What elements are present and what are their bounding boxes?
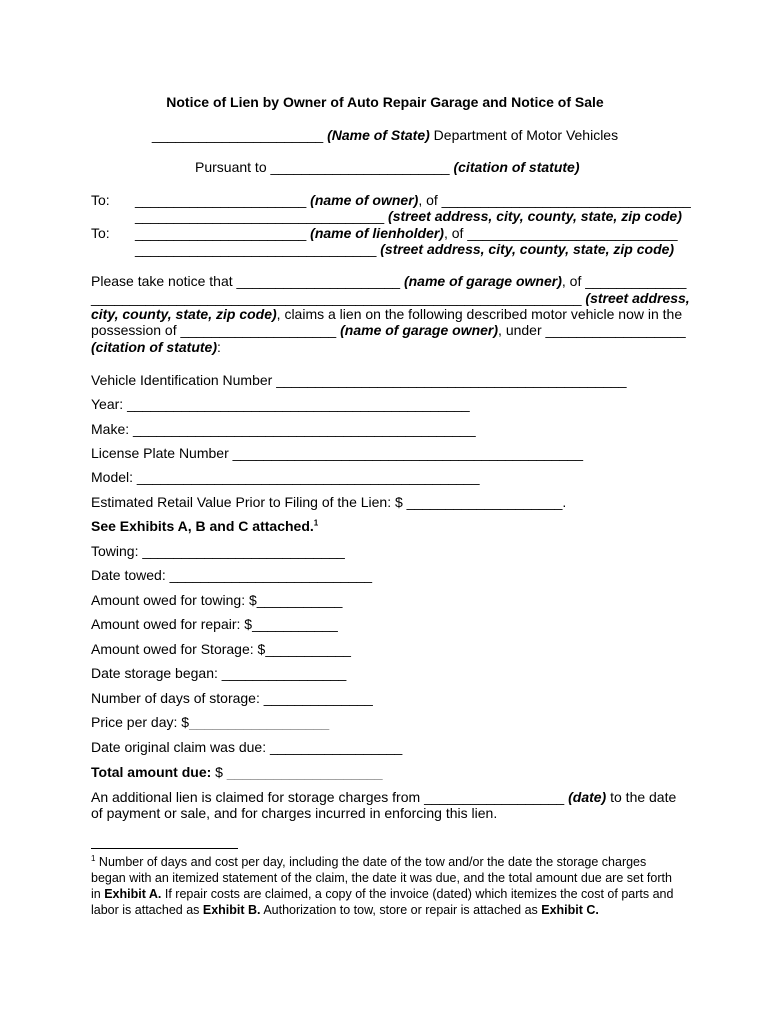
statute-label: (citation of statute): [449, 159, 580, 175]
state-line: [0, 127, 770, 144]
vin-field[interactable]: Vehicle Identification Number _____________________________________________: [91, 372, 627, 388]
footnote-number: 1: [91, 853, 96, 863]
days-storage-field[interactable]: Number of days of storage: ______________: [91, 690, 373, 706]
notice-line-3: [91, 306, 682, 323]
notice-line-2: [91, 290, 690, 307]
additional-lien-line-2: of payment or sale, and for charges incurred in enforcing this lien.: [91, 805, 498, 821]
owner-address-label: (street address, city, county, state, zip code): [384, 208, 682, 224]
total-due-label: Total amount due:: [91, 764, 212, 780]
footnote-line-3: [91, 887, 691, 903]
footnote-text: Number of days and cost per day, including the date of the tow and/or the date the storage charges: [95, 855, 647, 869]
to-owner-label: To:: [91, 192, 110, 208]
under-statute-blank[interactable]: __________________: [545, 322, 686, 338]
date-label: (date): [564, 789, 607, 805]
garage-owner-blank[interactable]: _____________________: [236, 273, 401, 289]
state-label: (Name of State): [327, 127, 430, 143]
exhibits-label: See Exhibits A, B and C attached.: [91, 518, 314, 534]
date-towed-field[interactable]: Date towed: __________________________: [91, 567, 373, 583]
amount-repair-field[interactable]: Amount owed for repair: $___________: [91, 616, 338, 632]
footnote-line-1: [91, 855, 691, 871]
footnote-text: If repair costs are claimed, a copy of the invoice (dated) which itemizes the cost of parts and: [161, 887, 674, 901]
dollar-sign: $: [211, 764, 227, 780]
additional-text: An additional lien is claimed for storage charges from: [91, 789, 425, 805]
lienholder-name-label: (name of lienholder): [306, 225, 444, 241]
state-rest: Department of Motor Vehicles: [429, 127, 619, 143]
notice-text: possession of: [91, 322, 181, 338]
footnote-text: Authorization to tow, store or repair is attached as: [260, 903, 542, 917]
notice-text: , claims a lien on the following described motor vehicle now in the: [276, 306, 683, 322]
exhibit-a-ref: Exhibit A.: [104, 887, 162, 901]
license-plate-field[interactable]: License Plate Number _____________________________________________: [91, 445, 584, 461]
garage-of-blank[interactable]: _____________: [585, 273, 687, 289]
lienholder-address-label: (street address, city, county, state, zip code): [376, 241, 675, 257]
additional-lien-line-1: [91, 789, 676, 806]
price-per-day-label: Price per day: $: [91, 714, 190, 730]
estimated-value-field[interactable]: Estimated Retail Value Prior to Filing of the Lien: $ ____________________.: [91, 494, 567, 510]
lienholder-address-blank[interactable]: _______________________________: [135, 241, 377, 257]
pursuant-line: [195, 159, 579, 176]
price-per-day-blank[interactable]: __________________: [189, 714, 330, 730]
model-field[interactable]: Model: ____________________________________________: [91, 469, 480, 485]
of-text: , of: [443, 225, 468, 241]
storage-from-date-blank[interactable]: __________________: [424, 789, 565, 805]
notice-text: :: [217, 339, 221, 355]
exhibit-b-ref: Exhibit B.: [202, 903, 261, 917]
date-due-field[interactable]: Date original claim was due: _________________: [91, 739, 403, 755]
additional-text: to the date: [606, 789, 677, 805]
possession-owner-label: (name of garage owner): [336, 322, 499, 338]
citation-label: (citation of statute): [91, 339, 217, 355]
to-owner-line: [135, 192, 691, 209]
storage-began-field[interactable]: Date storage began: ________________: [91, 665, 347, 681]
of-text: , of: [561, 273, 586, 289]
lienholder-name-blank[interactable]: ______________________: [135, 225, 307, 241]
amount-storage-field[interactable]: Amount owed for Storage: $___________: [91, 641, 351, 657]
lienholder-address-line: [135, 241, 674, 258]
exhibits-heading: [91, 518, 318, 535]
footnote-text: labor is attached as: [91, 903, 203, 917]
owner-name-blank[interactable]: ______________________: [135, 192, 307, 208]
footnote-line-2: began with an itemized statement of the claim, the date it was due, and the total amount due are set forth: [91, 871, 672, 885]
total-due-blank[interactable]: ____________________: [226, 764, 383, 780]
towing-field[interactable]: Towing: __________________________: [91, 543, 345, 559]
garage-address-label: (street address,: [581, 290, 690, 306]
footnote-line-4: [91, 903, 691, 919]
amount-towing-field[interactable]: Amount owed for towing: $___________: [91, 592, 343, 608]
garage-address-blank[interactable]: _______________________________________________________________: [91, 290, 582, 306]
notice-text: , under: [498, 322, 546, 338]
notice-line-5: [91, 339, 221, 356]
pursuant-text: Pursuant to: [195, 159, 271, 175]
lienholder-of-blank[interactable]: ___________________________: [467, 225, 678, 241]
statute-blank[interactable]: _______________________: [270, 159, 450, 175]
owner-of-blank[interactable]: ________________________________: [441, 192, 691, 208]
possession-owner-blank[interactable]: ____________________: [180, 322, 337, 338]
footnote-divider: [91, 848, 238, 849]
owner-name-label: (name of owner): [306, 192, 419, 208]
notice-line-4: [91, 322, 686, 339]
owner-address-blank[interactable]: ________________________________: [135, 208, 385, 224]
to-lienholder-label: To:: [91, 225, 110, 241]
footnote-ref: 1: [313, 518, 319, 528]
notice-text: Please take notice that: [91, 273, 237, 289]
total-due-line: [91, 764, 383, 781]
owner-address-line: [135, 208, 682, 225]
footnote-text: in: [91, 887, 105, 901]
state-blank[interactable]: ______________________: [151, 127, 324, 143]
garage-owner-label: (name of garage owner): [400, 273, 562, 289]
to-lienholder-line: [135, 225, 678, 242]
make-field[interactable]: Make: ____________________________________________: [91, 421, 476, 437]
year-field[interactable]: Year: ____________________________________________: [91, 396, 470, 412]
garage-address-label-cont: city, county, state, zip code): [91, 306, 277, 322]
notice-line-1: [91, 273, 686, 290]
price-per-day-line: [91, 714, 329, 731]
document-title: Notice of Lien by Owner of Auto Repair Garage and Notice of Sale: [166, 94, 604, 110]
of-text: , of: [418, 192, 442, 208]
exhibit-c-ref: Exhibit C.: [541, 903, 599, 917]
